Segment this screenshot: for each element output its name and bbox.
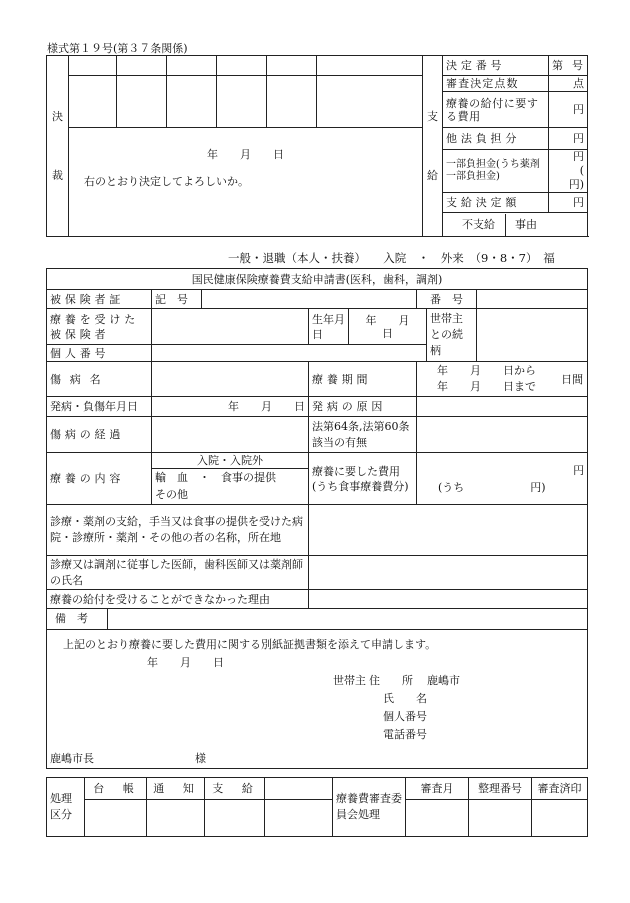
law-input[interactable] <box>417 417 588 453</box>
remarks-row[interactable] <box>47 609 588 630</box>
payment-label-cell <box>423 56 443 237</box>
decision-table <box>46 55 628 237</box>
pay-row-suffix-3: 円 <box>573 132 584 145</box>
cost-sub: (うち 円) <box>438 480 546 494</box>
stamp-lower-4[interactable] <box>217 76 267 128</box>
application-title: 国民健康保険療養費支給申請書(医科，歯科，調剤) <box>47 269 588 290</box>
application-table <box>46 268 588 769</box>
period-from: 年 月 日から <box>437 364 536 377</box>
stamp-box-6[interactable] <box>317 56 423 76</box>
reason-label: 事由 <box>515 217 537 231</box>
review-cell-2[interactable] <box>532 800 588 837</box>
personal-number-input[interactable] <box>152 345 427 362</box>
proc-cell-0[interactable] <box>85 800 147 837</box>
address-city[interactable]: 鹿嶋市 <box>427 674 460 687</box>
pay-row-suffix-1: 点 <box>573 77 584 90</box>
birth-label: 生年月日 <box>309 309 349 345</box>
insured-card-label: 被保険者証 <box>47 290 152 309</box>
address-label: 住 所 <box>369 674 413 687</box>
stamp-box-2[interactable] <box>117 56 167 76</box>
content-options-2: 輸 血 ・ 食事の提供 <box>155 471 276 484</box>
period-cell[interactable] <box>417 362 588 397</box>
pay-row-value-1[interactable] <box>549 76 588 92</box>
stamp-box-1[interactable] <box>69 56 117 76</box>
mayor-honorific: 様 <box>195 752 206 766</box>
doctor-input[interactable] <box>309 556 588 590</box>
stamp-lower-2[interactable] <box>117 76 167 128</box>
review-col-2: 審査済印 <box>532 778 588 800</box>
patient-label: 療養を受けた被保険者 <box>47 309 152 345</box>
decision-ketsu: 決 <box>52 110 63 123</box>
form-number: 様式第１９号(第３７条関係) <box>47 42 188 55</box>
pay-row-value-5[interactable] <box>549 193 588 213</box>
birth-date[interactable]: 年 月 日 <box>349 309 427 345</box>
pay-row-label-1: 審査決定点数 <box>443 76 549 92</box>
patient-input[interactable] <box>152 309 309 345</box>
mayor-label: 鹿嶋市長 <box>50 752 94 766</box>
review-col-1: 整理番号 <box>469 778 532 800</box>
processing-table <box>46 777 588 837</box>
stamp-box-4[interactable] <box>217 56 267 76</box>
committee-label: 療養費審査委員会処理 <box>333 778 406 837</box>
provider-label: 診療・薬剤の支給，手当又は食事の提供を受けた病院・診療所・薬剤・その他の者の名称，所在地 <box>47 505 309 556</box>
relation-label: 世帯主との続柄 <box>427 309 477 362</box>
course-input[interactable] <box>152 417 309 453</box>
pay-row-suffix-4: 円 <box>573 150 584 163</box>
nonpayment-cell[interactable] <box>443 213 588 237</box>
remarks-label: 備 考 <box>47 609 108 629</box>
stamp-box-3[interactable] <box>167 56 217 76</box>
disease-label: 傷病名 <box>47 362 152 397</box>
approval-text: 右のとおり決定してよろしいか。 <box>84 175 249 188</box>
pay-row-value-3[interactable] <box>549 128 588 150</box>
period-to: 年 月 日まで <box>437 380 536 393</box>
declaration-cell <box>47 630 588 750</box>
personal-number-label: 個人番号 <box>47 345 152 362</box>
stamp-lower-6[interactable] <box>317 76 423 128</box>
course-label: 傷病の経過 <box>47 417 152 453</box>
stamp-lower-1[interactable] <box>69 76 117 128</box>
review-cell-0[interactable] <box>406 800 469 837</box>
name-label: 氏 名 <box>383 692 427 705</box>
stamp-lower-5[interactable] <box>267 76 317 128</box>
category-line: 一般・退職（本人・扶養） 入院 ・ 外来 （9・8・7） 福 <box>228 251 555 265</box>
phone-label: 電話番号 <box>383 728 427 741</box>
onset-label: 発病・負傷年月日 <box>47 397 152 417</box>
disease-input[interactable] <box>152 362 309 397</box>
content-options-3: その他 <box>155 488 188 501</box>
pay-row-suffix-2: 円 <box>573 103 584 116</box>
cost-label: 療養に要した費用(うち食事療養費分) <box>309 453 417 505</box>
law-label: 法第64条,法第60条該当の有無 <box>309 417 417 453</box>
proc-cell-2[interactable] <box>205 800 265 837</box>
content-options-1: 入院・入院外 <box>152 453 308 469</box>
mayor-row <box>47 750 588 769</box>
decl-personal-number-label: 個人番号 <box>383 710 427 723</box>
declaration-statement: 上記のとおり療養に要した費用に関する別紙証拠書類を添えて申請します。 <box>63 638 437 651</box>
householder-label: 世帯主 <box>333 674 366 687</box>
decision-text-cell <box>69 128 423 237</box>
content-label: 療養の内容 <box>47 453 152 505</box>
stamp-lower-3[interactable] <box>167 76 217 128</box>
proc-cell-3[interactable] <box>265 800 333 837</box>
symbol-label: 記 号 <box>152 290 202 309</box>
pay-row-label-5: 支給決定額 <box>443 193 549 213</box>
cause-input[interactable] <box>417 397 588 417</box>
payment-shi: 支 <box>427 110 438 123</box>
pay-row-label-3: 他法負担分 <box>443 128 549 150</box>
number-input[interactable] <box>477 290 588 309</box>
doctor-label: 診療又は調剤に従事した医師，歯科医師又は薬剤師の氏名 <box>47 556 309 590</box>
decision-label-cell <box>47 56 69 237</box>
pay-row-sub-4: ( 円) <box>568 164 628 191</box>
number-label: 番 号 <box>417 290 477 309</box>
pay-row-value-4[interactable] <box>549 150 628 193</box>
declaration-date[interactable]: 年 月 日 <box>147 656 224 669</box>
relation-input[interactable] <box>477 309 588 362</box>
decision-date: 年 月 日 <box>207 148 284 161</box>
processing-label: 処理区分 <box>47 778 85 837</box>
pay-row-label-4: 一部負担金(うち薬剤一部負担金) <box>443 150 549 193</box>
proc-cell-1[interactable] <box>147 800 205 837</box>
proc-col-0: 台 帳 <box>85 778 147 800</box>
pay-row-suffix-5: 円 <box>573 196 584 209</box>
pay-row-label-2: 療養の給付に要する費用 <box>443 92 549 128</box>
payment-kyu: 給 <box>427 169 438 182</box>
proc-col-1: 通 知 <box>147 778 205 800</box>
proc-col-3 <box>265 778 333 800</box>
unable-reason-label: 療養の給付を受けることができなかった理由 <box>47 590 309 609</box>
pay-row-label-0: 決定番号 <box>443 56 549 76</box>
unable-reason-input[interactable] <box>309 590 588 609</box>
symbol-input[interactable] <box>202 290 417 309</box>
stamp-box-5[interactable] <box>267 56 317 76</box>
period-days: 日間 <box>561 373 584 386</box>
onset-date[interactable]: 年 月 日 <box>152 397 309 417</box>
review-col-0: 審査月 <box>406 778 469 800</box>
proc-col-2: 支 給 <box>205 778 265 800</box>
pay-row-value-0[interactable] <box>549 56 588 76</box>
cost-yen: 円 <box>573 463 585 477</box>
pay-row-value-2[interactable] <box>549 92 588 128</box>
review-cell-1[interactable] <box>469 800 532 837</box>
nonpayment-label: 不支給 <box>462 217 495 231</box>
cause-label: 発病の原因 <box>309 397 417 417</box>
period-label: 療養期間 <box>309 362 417 397</box>
provider-input[interactable] <box>309 505 588 556</box>
decision-sai: 裁 <box>52 169 63 182</box>
pay-row-suffix-0: 号 <box>572 59 583 72</box>
cost-cell[interactable] <box>417 453 588 505</box>
pay-row-prefix-0: 第 <box>552 59 563 72</box>
content-cell[interactable] <box>152 453 309 505</box>
